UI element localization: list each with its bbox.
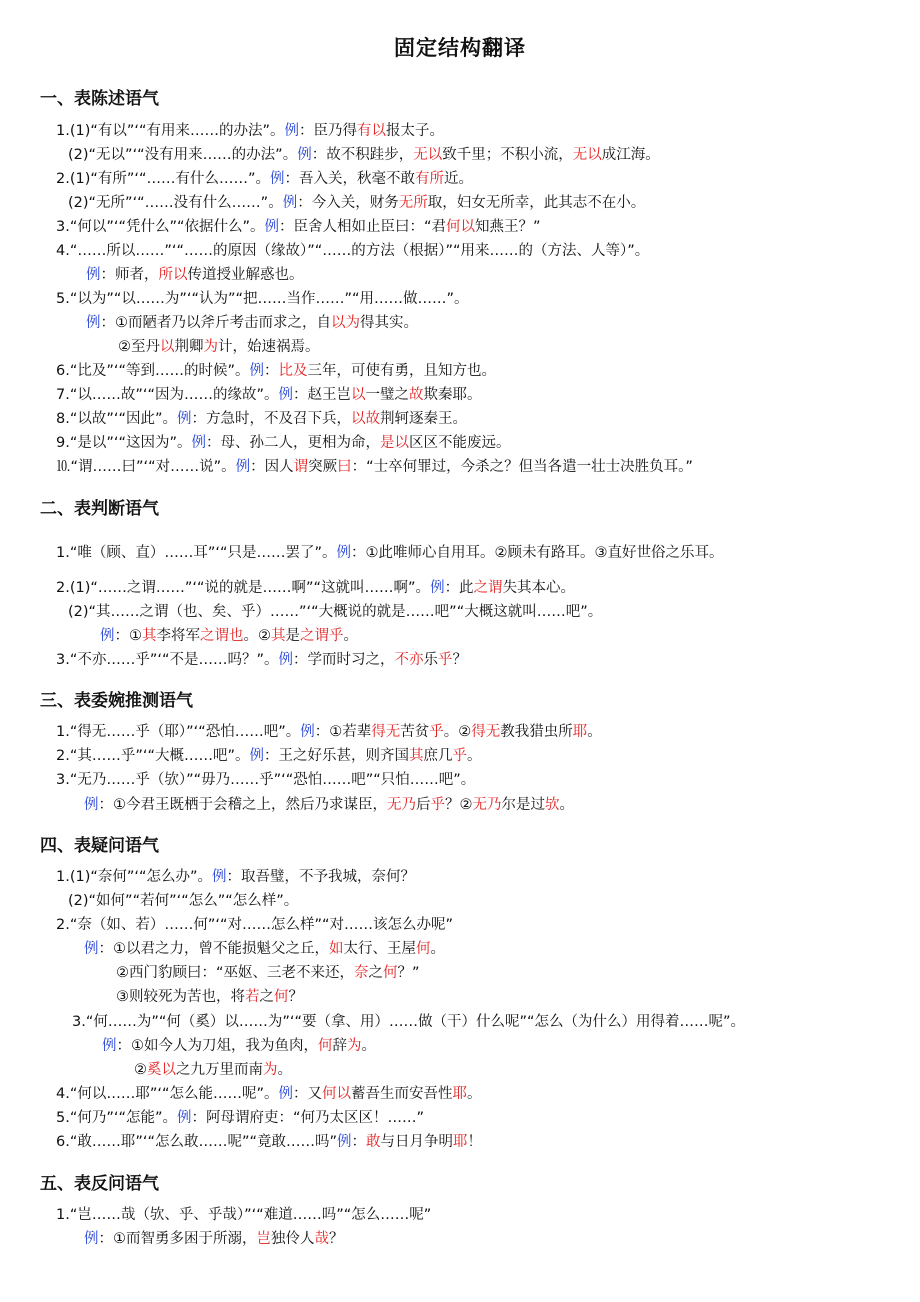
highlight-text: 岂 bbox=[256, 1231, 271, 1247]
line-text: 。 bbox=[430, 941, 445, 957]
highlight-text: 得无 bbox=[471, 724, 501, 740]
section-heading-3: 三、表委婉推测语气 bbox=[40, 691, 193, 711]
highlight-text: 以故 bbox=[351, 411, 380, 427]
line-text: 突厥 bbox=[308, 459, 338, 475]
highlight-text: 何以 bbox=[322, 1086, 351, 1102]
line-text: 成江海。 bbox=[601, 147, 660, 163]
line-text: 2.(1)“有所”‘“……有什么……”。 bbox=[56, 171, 271, 187]
highlight-text: 之谓乎 bbox=[300, 628, 344, 644]
line-text: 之九万里而南 bbox=[176, 1062, 263, 1078]
line-text: 7.“以……故”‘“因为……的缘故”。 bbox=[56, 387, 279, 403]
highlight-text: 何以 bbox=[446, 219, 476, 235]
line-text: 教我猎虫所 bbox=[500, 724, 573, 740]
text-line bbox=[56, 867, 415, 887]
line-text: 。 bbox=[559, 797, 574, 813]
line-text: 得其实。 bbox=[360, 315, 418, 331]
line-text: 知燕王？” bbox=[475, 219, 541, 235]
line-text: ：取吾璧，不予我城，奈何？ bbox=[226, 869, 416, 885]
line-text: ：此 bbox=[444, 580, 474, 596]
line-text: ：臣乃得 bbox=[299, 123, 358, 139]
line-text: ：① bbox=[114, 628, 142, 644]
highlight-text: 何 bbox=[383, 965, 398, 981]
line-text: 。 bbox=[467, 1086, 482, 1102]
line-text: 5.“何乃”‘“怎能”。 bbox=[56, 1110, 177, 1126]
line-text: 5.“以为”“以……为”‘“认为”“把……当作……”“用……做……”。 bbox=[56, 291, 469, 307]
example-label: 例 bbox=[337, 1134, 352, 1150]
highlight-text: 耶 bbox=[453, 1134, 468, 1150]
line-text: ？” bbox=[397, 965, 420, 981]
highlight-text: 如 bbox=[329, 941, 344, 957]
example-label: 例 bbox=[84, 1231, 99, 1247]
highlight-text: 为 bbox=[263, 1062, 278, 1078]
line-text: 近。 bbox=[444, 171, 474, 187]
example-label: 例 bbox=[278, 652, 293, 668]
line-text: 3.“无乃……乎（欤）”“毋乃……乎”‘“恐怕……吧”“只怕……吧”。 bbox=[56, 772, 476, 788]
example-label: 例 bbox=[270, 171, 285, 187]
highlight-text: 何 bbox=[274, 989, 289, 1005]
line-text: 。 bbox=[277, 1062, 292, 1078]
text-line bbox=[56, 457, 693, 477]
text-line bbox=[56, 1084, 482, 1104]
section-heading-5: 五、表反问语气 bbox=[40, 1174, 159, 1194]
line-text: 1.“得无……乎（耶）”‘“恐怕……吧”。 bbox=[56, 724, 301, 740]
highlight-text: 曰 bbox=[337, 459, 352, 475]
highlight-text: 无以 bbox=[413, 147, 443, 163]
line-text: 三年，可使有勇，且知方也。 bbox=[307, 363, 496, 379]
text-line bbox=[68, 602, 602, 622]
highlight-text: 谓 bbox=[293, 459, 309, 475]
highlight-text: 所以 bbox=[158, 267, 188, 283]
highlight-text: 耶 bbox=[572, 724, 588, 740]
line-text: 。 bbox=[587, 724, 602, 740]
line-text: ：①而陋者乃以斧斤考击而求之，自 bbox=[100, 315, 331, 331]
example-label: 例 bbox=[102, 1038, 117, 1054]
text-line bbox=[56, 543, 724, 563]
text-line bbox=[56, 915, 453, 935]
example-label: 例 bbox=[284, 123, 300, 139]
highlight-text: 不亦 bbox=[394, 652, 424, 668]
example-label: 例 bbox=[249, 748, 264, 764]
highlight-text: 之谓也 bbox=[200, 628, 244, 644]
highlight-text: 何 bbox=[318, 1038, 333, 1054]
example-label: 例 bbox=[84, 941, 99, 957]
line-text: ： bbox=[351, 1134, 367, 1150]
text-line bbox=[86, 265, 304, 285]
text-line bbox=[56, 722, 602, 742]
line-text: 辞 bbox=[332, 1038, 347, 1054]
line-text: ：吾入关，秋毫不敢 bbox=[284, 171, 416, 187]
line-text: 8.“以故”‘“因此”。 bbox=[56, 411, 177, 427]
line-text: 取，妇女无所幸，此其志不在小。 bbox=[427, 195, 646, 211]
line-text: ：师者， bbox=[100, 267, 159, 283]
line-text: ：①若辈 bbox=[314, 724, 372, 740]
section-heading-2: 二、表判断语气 bbox=[40, 499, 159, 519]
section-heading-4: 四、表疑问语气 bbox=[40, 836, 159, 856]
section-heading-1: 一、表陈述语气 bbox=[40, 89, 159, 109]
line-text: ：阿母谓府吏：“何乃太区区！……” bbox=[191, 1110, 425, 1126]
example-label: 例 bbox=[177, 1110, 192, 1126]
text-line bbox=[56, 650, 467, 670]
line-text: 。 bbox=[361, 1038, 376, 1054]
example-label: 例 bbox=[235, 459, 251, 475]
text-line bbox=[56, 385, 482, 405]
line-text: ：今入关，财务 bbox=[297, 195, 399, 211]
line-text: ：学而时习之， bbox=[293, 652, 395, 668]
line-text: 。 bbox=[343, 628, 358, 644]
line-text: ：①而智勇多困于所溺， bbox=[98, 1231, 257, 1247]
line-text: ②西门豹顾曰：“巫妪、三老不来还， bbox=[116, 965, 355, 981]
highlight-text: 无乃 bbox=[472, 797, 502, 813]
line-text: ②至丹 bbox=[118, 339, 160, 355]
highlight-text: 比及 bbox=[278, 363, 308, 379]
page-title: 固定结构翻译 bbox=[394, 36, 526, 60]
line-text: 庶几 bbox=[423, 748, 453, 764]
line-text: ：故不积跬步， bbox=[311, 147, 414, 163]
text-line bbox=[116, 963, 420, 983]
line-text: 致千里；不积小流， bbox=[442, 147, 573, 163]
highlight-text: 若 bbox=[245, 989, 260, 1005]
line-text: ？ bbox=[288, 989, 303, 1005]
highlight-text: 奈 bbox=[354, 965, 369, 981]
line-text: 1.“唯（顾、直）……耳”‘“只是……罢了”。 bbox=[56, 545, 337, 561]
line-text: 乐 bbox=[423, 652, 438, 668]
highlight-text: 无所 bbox=[398, 195, 428, 211]
line-text: (2)“无以”‘“没有用来……的办法”。 bbox=[68, 147, 298, 163]
text-line bbox=[56, 169, 473, 189]
line-text: ：又 bbox=[293, 1086, 322, 1102]
line-text: 4.“何以……耶”‘“怎么能……呢”。 bbox=[56, 1086, 279, 1102]
line-text: 3.“何……为”“何（奚）以……为”‘“要（拿、用）……做（干）什么呢”“怎么（为什么）用得着……呢”。 bbox=[72, 1014, 746, 1030]
line-text: 6.“比及”‘“等到……的时候”。 bbox=[56, 363, 250, 379]
line-text: 与日月争明 bbox=[380, 1134, 454, 1150]
text-line bbox=[56, 217, 541, 237]
text-line bbox=[68, 891, 298, 911]
highlight-text: 之谓 bbox=[473, 580, 503, 596]
line-text: 独伶人 bbox=[271, 1231, 315, 1247]
example-label: 例 bbox=[86, 315, 101, 331]
line-text: ② bbox=[134, 1062, 147, 1078]
text-line bbox=[56, 770, 475, 790]
text-line bbox=[68, 193, 645, 213]
highlight-text: 是以 bbox=[380, 435, 409, 451]
text-line bbox=[68, 145, 660, 165]
text-line bbox=[56, 361, 496, 381]
text-line bbox=[56, 121, 444, 141]
line-text: ：王之好乐甚，则齐国 bbox=[264, 748, 409, 764]
highlight-text: 为 bbox=[347, 1038, 362, 1054]
line-text: (2)“如何”“若何”‘“怎么”“怎么样”。 bbox=[68, 893, 299, 909]
line-text: (2)“其……之谓（也、矣、乎）……”‘“大概说的就是……吧”“大概这就叫……吧”。 bbox=[68, 604, 603, 620]
highlight-text: 得无 bbox=[371, 724, 401, 740]
example-label: 例 bbox=[264, 219, 280, 235]
text-line bbox=[56, 1132, 482, 1152]
line-text: 荆卿 bbox=[174, 339, 204, 355]
line-text: 后 bbox=[416, 797, 431, 813]
line-text: ？② bbox=[445, 797, 473, 813]
line-text: ：因人 bbox=[250, 459, 294, 475]
line-text: ？ bbox=[329, 1231, 344, 1247]
example-label: 例 bbox=[100, 628, 115, 644]
highlight-text: 有以 bbox=[357, 123, 387, 139]
line-text: ：母、孙二人，更相为命， bbox=[206, 435, 380, 451]
highlight-text: 敢 bbox=[366, 1134, 381, 1150]
line-text: ③则较死为苦也，将 bbox=[116, 989, 245, 1005]
line-text: ：方急时，不及召下兵， bbox=[191, 411, 351, 427]
example-label: 例 bbox=[86, 267, 101, 283]
line-text: 2.“其……乎”‘“大概……吧”。 bbox=[56, 748, 250, 764]
text-line bbox=[100, 626, 358, 646]
highlight-text: 其 bbox=[409, 748, 424, 764]
highlight-text: 其 bbox=[271, 628, 286, 644]
text-line bbox=[56, 289, 469, 309]
highlight-text: 乎 bbox=[430, 797, 445, 813]
line-text: 报太子。 bbox=[386, 123, 445, 139]
line-text: 1.(1)“有以”‘“有用来……的办法”。 bbox=[56, 123, 285, 139]
line-text: 。② bbox=[243, 628, 271, 644]
example-label: 例 bbox=[177, 411, 192, 427]
example-label: 例 bbox=[297, 147, 312, 163]
example-label: 例 bbox=[336, 545, 351, 561]
line-text: ：①今君王既栖于会稽之上，然后乃求谋臣， bbox=[98, 797, 387, 813]
text-line bbox=[102, 1036, 376, 1056]
highlight-text: 其 bbox=[142, 628, 157, 644]
line-text: ：①以君之力，曾不能损魁父之丘， bbox=[98, 941, 329, 957]
example-label: 例 bbox=[212, 869, 227, 885]
line-text: 之 bbox=[259, 989, 274, 1005]
line-text: 传道授业解惑也。 bbox=[187, 267, 304, 283]
text-line bbox=[118, 337, 320, 357]
text-line bbox=[56, 746, 482, 766]
highlight-text: 无乃 bbox=[387, 797, 416, 813]
highlight-text: 有所 bbox=[415, 171, 445, 187]
highlight-text: 以为 bbox=[331, 315, 360, 331]
line-text: ！ bbox=[467, 1134, 483, 1150]
line-text: 蓄吾生而安吾性 bbox=[351, 1086, 453, 1102]
text-line bbox=[56, 433, 511, 453]
text-line bbox=[72, 1012, 745, 1032]
highlight-text: 乎 bbox=[438, 652, 453, 668]
text-line bbox=[84, 939, 445, 959]
highlight-text: 为 bbox=[203, 339, 218, 355]
line-text: 3.“何以”‘“凭什么”“依据什么”。 bbox=[56, 219, 265, 235]
line-text: 荆轲逐秦王。 bbox=[380, 411, 467, 427]
line-text: 尔是过 bbox=[501, 797, 545, 813]
line-text: ：①如今人为刀俎，我为鱼肉， bbox=[116, 1038, 318, 1054]
line-text: 。 bbox=[467, 748, 482, 764]
line-text: 9.“是以”‘“这因为”。 bbox=[56, 435, 192, 451]
highlight-text: 乎 bbox=[429, 724, 444, 740]
line-text: 。② bbox=[443, 724, 472, 740]
line-text: ？ bbox=[452, 652, 467, 668]
highlight-text: 以 bbox=[160, 339, 175, 355]
example-label: 例 bbox=[430, 580, 445, 596]
line-text: 是 bbox=[285, 628, 300, 644]
text-line bbox=[56, 578, 575, 598]
line-text: 欺秦耶。 bbox=[423, 387, 482, 403]
example-label: 例 bbox=[300, 724, 315, 740]
line-text: ：赵王岂 bbox=[293, 387, 351, 403]
line-text: ：臣舍人相如止臣曰：“君 bbox=[279, 219, 447, 235]
line-text: 1.“岂……哉（欤、乎、乎哉）”‘“难道……吗”“怎么……呢” bbox=[56, 1207, 432, 1223]
line-text: 太行、王屋 bbox=[343, 941, 416, 957]
line-text: 李将军 bbox=[156, 628, 200, 644]
line-text: 4.“……所以……”‘“……的原因（缘故）”“……的方法（根据）”“用来……的（方法、人等）”。 bbox=[56, 243, 650, 259]
example-label: 例 bbox=[278, 1086, 293, 1102]
line-text: 3.“不亦……乎”‘“不是……吗？”。 bbox=[56, 652, 279, 668]
line-text: (2)“无所”‘“……没有什么……”。 bbox=[68, 195, 283, 211]
highlight-text: 无以 bbox=[572, 147, 602, 163]
line-text: ⒑“谓……曰”‘“对……说”。 bbox=[56, 459, 236, 475]
highlight-text: 奚以 bbox=[147, 1062, 176, 1078]
text-line bbox=[84, 795, 574, 815]
line-text: ：“士卒何罪过，今杀之？但当各遣一壮士决胜负耳。” bbox=[351, 459, 693, 475]
text-line bbox=[86, 313, 418, 333]
line-text: 2.“奈（如、若）……何”‘“对……怎么样”“对……该怎么办呢” bbox=[56, 917, 454, 933]
line-text: 失其本心。 bbox=[502, 580, 576, 596]
line-text: 2.(1)“……之谓……”‘“说的就是……啊”“这就叫……啊”。 bbox=[56, 580, 431, 596]
line-text: 一璧之 bbox=[365, 387, 409, 403]
example-label: 例 bbox=[282, 195, 298, 211]
text-line bbox=[84, 1229, 344, 1249]
text-line bbox=[56, 409, 467, 429]
highlight-text: 以 bbox=[351, 387, 366, 403]
example-label: 例 bbox=[249, 363, 264, 379]
line-text: 1.(1)“奈何”‘“怎么办”。 bbox=[56, 869, 213, 885]
highlight-text: 何 bbox=[416, 941, 431, 957]
example-label: 例 bbox=[278, 387, 293, 403]
line-text: 计，始速祸焉。 bbox=[218, 339, 320, 355]
line-text: 苦贫 bbox=[400, 724, 430, 740]
line-text: ：①此唯师心自用耳。②顾未有路耳。③直好世俗之乐耳。 bbox=[351, 545, 724, 561]
text-line bbox=[56, 241, 649, 261]
text-line bbox=[56, 1205, 431, 1225]
text-line bbox=[56, 1108, 424, 1128]
line-text: 6.“敢……耶”‘“怎么敢……呢”“竟敢……吗” bbox=[56, 1134, 338, 1150]
line-text: ： bbox=[264, 363, 279, 379]
text-line bbox=[116, 987, 303, 1007]
highlight-text: 乎 bbox=[452, 748, 467, 764]
text-line bbox=[134, 1060, 292, 1080]
example-label: 例 bbox=[84, 797, 99, 813]
line-text: 之 bbox=[368, 965, 384, 981]
line-text: 区区不能废远。 bbox=[409, 435, 511, 451]
highlight-text: 故 bbox=[409, 387, 424, 403]
highlight-text: 哉 bbox=[314, 1231, 329, 1247]
highlight-text: 欤 bbox=[545, 797, 560, 813]
example-label: 例 bbox=[191, 435, 206, 451]
highlight-text: 耶 bbox=[452, 1086, 467, 1102]
